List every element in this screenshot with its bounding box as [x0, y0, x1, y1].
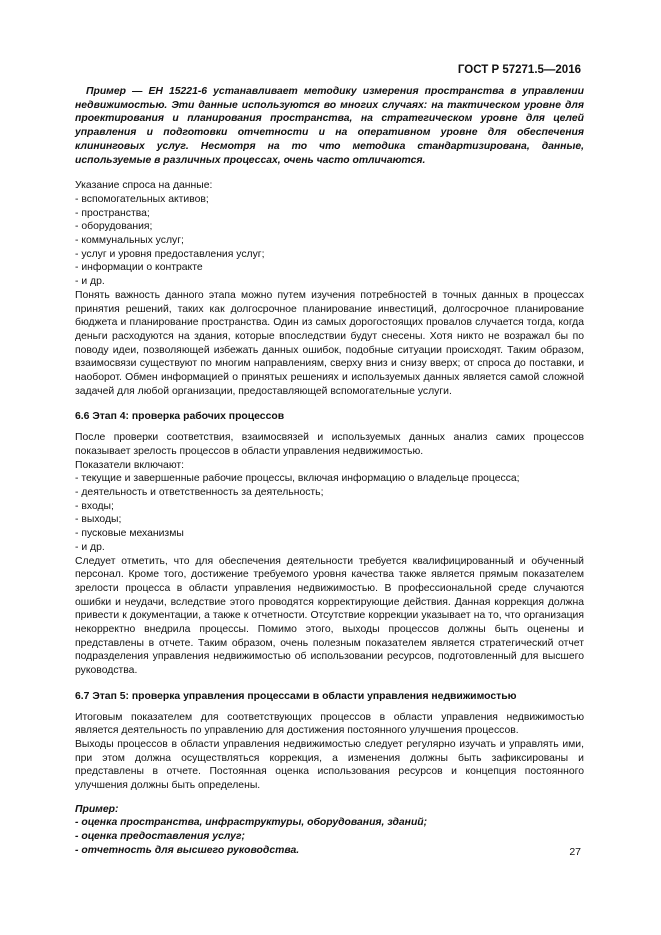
demand-intro: Указание спроса на данные: [75, 180, 213, 192]
list-item: - текущие и завершенные рабочие процессы, включая информацию о владельце процесса; [75, 473, 520, 485]
example-block [75, 803, 584, 858]
example-label: Пример: [75, 803, 119, 815]
list-item: - выходы; [75, 514, 122, 526]
paragraph: Понять важность данного этапа можно путем изучения потребностей в точных данных в процессах принятия решений, таких как долгосрочное планирование инвестиций, долгосрочное планирование бюджета и планирование пространства. Один из самых дорогостоящих провалов случается тогда, когда деньги расходуются на здания, которые впоследствии будут снесены. Хотя никто не возражал бы по поводу идеи, позволяющей избежать данных ошибок, подобные ситуации происходят. Таким образом, взаимосвязи существуют по многим направлениям, сверху вниз и снизу вверх; от спроса до поставки, и наоборот. Обмен информацией о принятых решениях и используемых данных является самой сложной задачей для любой организации, предоставляющей вспомогательные услуги. [75, 289, 584, 397]
list-item: - вспомогательных активов; [75, 193, 209, 205]
paragraph: Следует отметить, что для обеспечения деятельности требуется квалифицированный и обученный персонал. Кроме того, достижение требуемого уровня качества также является прямым показателем зрелости процесса в области управления недвижимостью. В профессиональной среде случаются ошибки и неудачи, вследствие этого проводятся корректирующие действия. Данная коррекция должна привести к документации, а также к отчетности. Отсутствие коррекции указывает на то, что организация некорректно внедрила процессы. Помимо этого, выходы процессов должны быть оценены и представлены в отчете. Таким образом, очень полезным показателем является стратегический отчет подразделения управления недвижимостью об использовании ресурсов, подготовленный для высшего руководства. [75, 555, 584, 677]
example-item: - оценка пространства, инфраструктуры, оборудования, зданий; [75, 817, 428, 829]
list-item: - коммунальных услуг; [75, 235, 184, 247]
section-heading-6-6: 6.6 Этап 4: проверка рабочих процессов [75, 411, 285, 423]
example-item: - отчетность для высшего руководства. [75, 844, 300, 856]
list-item: - оборудования; [75, 221, 153, 233]
page-number: 27 [569, 846, 581, 858]
indicators-intro: Показатели включают: [75, 459, 185, 471]
list-item: - информации о контракте [75, 262, 203, 274]
indicators-list [75, 472, 584, 554]
list-item: - и др. [75, 541, 105, 553]
example-item: - оценка предоставления услуг; [75, 831, 245, 843]
list-item: - пространства; [75, 207, 150, 219]
list-item: - деятельность и ответственность за деятельность; [75, 486, 324, 498]
demand-list [75, 193, 584, 289]
example-note: Пример — ЕН 15221-6 устанавливает методику измерения пространства в управлении недвижимостью. Эти данные используются во многих случаях: на тактическом уровне для проектирования и планирования пространства, на стратегическом уровне для целей управления и подготовки отчетности и на оперативном уровне для обеспечения клининговых услуг. Несмотря на то что методика стандартизирована, данные, используемые в различных процессах, очень часто отличаются. [75, 86, 584, 166]
page-content [75, 85, 584, 858]
list-item: - услуг и уровня предоставления услуг; [75, 248, 265, 260]
list-item: - пусковые механизмы [75, 528, 184, 540]
section-heading-6-7: 6.7 Этап 5: проверка управления процессами в области управления недвижимостью [75, 690, 517, 702]
list-item: - и др. [75, 276, 105, 288]
paragraph: Выходы процессов в области управления недвижимостью следует регулярно изучать и управлять ими, при этом должна осуществляться коррекция, а изменения должны быть зафиксированы и представлены в отчете. Постоянная оценка использования ресурсов и концепция постоянного улучшения должны быть определены. [75, 738, 584, 792]
paragraph: Итоговым показателем для соответствующих процессов в области управления недвижимостью является деятельность по управлению для достижения постоянного улучшения процессов. [75, 711, 584, 737]
paragraph: После проверки соответствия, взаимосвязей и используемых данных анализ самих процессов показывает зрелость процессов в области управления недвижимостью. [75, 432, 584, 457]
list-item: - входы; [75, 500, 114, 512]
document-id: ГОСТ Р 57271.5—2016 [457, 64, 581, 76]
